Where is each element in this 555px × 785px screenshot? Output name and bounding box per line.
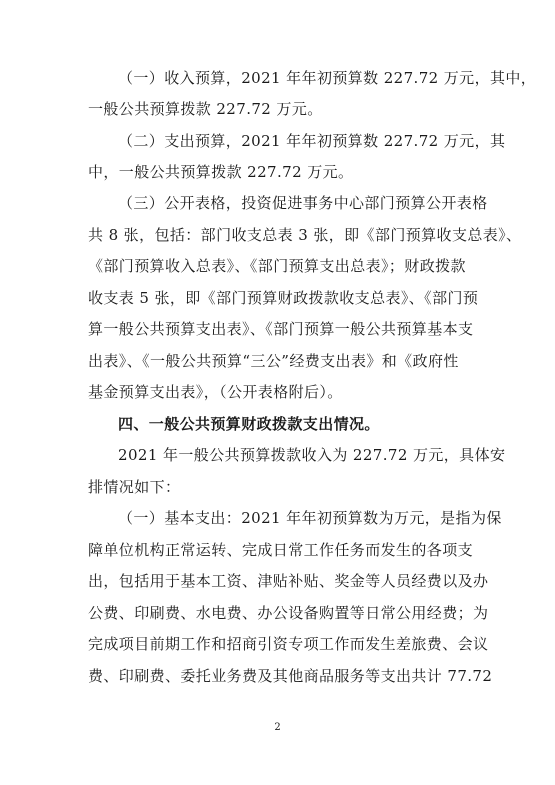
paragraph-line: 公费、印刷费、水电费、办公设备购置等日常公用经费；为	[88, 604, 489, 622]
paragraph-line: 基金预算支出表》，（公开表格附后）。	[88, 383, 343, 401]
paragraph-line: 算一般公共预算支出表》、《部门预算一般公共预算基本支	[88, 320, 474, 338]
section-heading: 四、一般公共预算财政拨款支出情况。	[118, 415, 380, 433]
paragraph-line: （三）公开表格，投资促进事务中心部门预算公开表格	[118, 194, 488, 212]
paragraph-line: 出，包括用于基本工资、津贴补贴、奖金等人员经费以及办	[88, 572, 489, 590]
paragraph-line: （二）支出预算，2021 年年初预算数 227.72 万元，其	[118, 132, 506, 150]
paragraph-line: 完成项目前期工作和招商引资专项工作而发生差旅费、会议	[88, 635, 489, 653]
paragraph-line: 《部门预算收入总表》、《部门预算支出总表》；财政拨款	[88, 257, 466, 275]
paragraph-line: 出表》、《一般公共预算“三公”经费支出表》和《政府性	[88, 352, 459, 370]
paragraph-line: 2021 年一般公共预算拨款收入为 227.72 万元，具体安	[118, 446, 506, 464]
page-number: 2	[274, 722, 281, 733]
paragraph-line: 费、印刷费、委托业务费及其他商品服务等支出共计 77.72	[88, 667, 493, 685]
paragraph-line: （一）收入预算，2021 年年初预算数 227.72 万元，其中，	[118, 69, 537, 87]
paragraph-line: 排情况如下：	[88, 478, 181, 496]
paragraph-line: 一般公共预算拨款 227.72 万元。	[88, 100, 323, 118]
paragraph-line: 障单位机构正常运转、完成日常工作任务而发生的各项支	[88, 541, 474, 559]
paragraph-line: 收支表 5 张，即《部门预算财政拨款收支总表》、《部门预	[88, 289, 479, 307]
paragraph-line: 共 8 张，包括：部门收支总表 3 张，即《部门预算收支总表》、	[88, 226, 522, 244]
paragraph-line: （一）基本支出：2021 年年初预算数为万元，是指为保	[118, 509, 502, 527]
paragraph-line: 中，一般公共预算拨款 227.72 万元。	[88, 163, 354, 181]
